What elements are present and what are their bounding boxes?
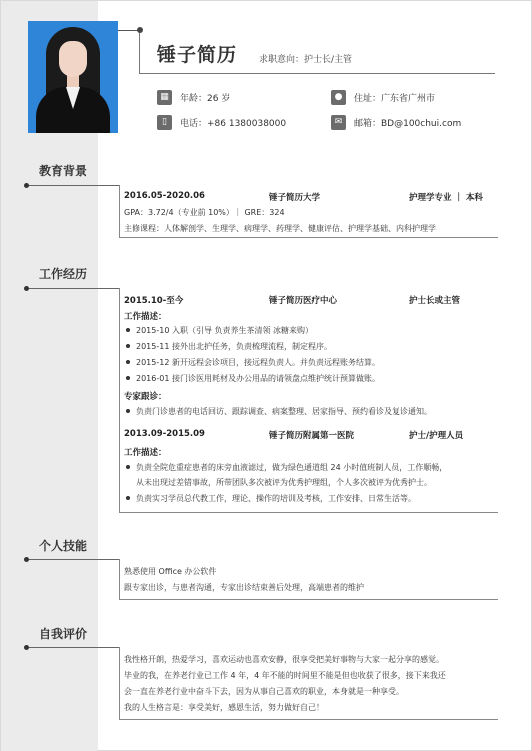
skill-line: 跟专家出诊，与患者沟通，专家出诊结束善后处理，高端患者的维护: [124, 583, 364, 592]
job-1-period: 2015.10-至今: [124, 296, 184, 306]
job-1-desc-label: 工作描述：: [124, 312, 167, 322]
self-eval-box-bottom: [119, 719, 498, 720]
work-box-line: [119, 288, 120, 512]
skill-line: 熟悉使用 Office 办公软件: [124, 567, 217, 576]
job-1-extra-label: 专家跟诊：: [124, 392, 167, 402]
education-school: 锤子简历大学: [269, 193, 321, 203]
job-2-company: 锤子简历附属第一医院: [269, 431, 355, 441]
email-text: 邮箱：BD@100chui.com: [354, 119, 462, 129]
education-box-bottom: [119, 237, 498, 238]
self-eval-line: 我性格开朗，热爱学习，喜欢运动也喜欢安静，很享受把美好事物与大家一起分享的感觉。: [124, 655, 444, 664]
job-2-item: 负责实习学员总代教工作，理论、操作的培训及考核，工作安排、日常生活等。: [136, 494, 416, 503]
work-title: 工作经历: [39, 267, 88, 281]
job-2-item: 负责全院危重症患者的床旁血液滤过，做为绿色通道组 24 小时值班制人员，工作顺畅，: [136, 463, 448, 472]
address-text: 住址：广东省广州市: [354, 94, 436, 104]
education-divider: [27, 185, 119, 186]
location-pin-icon: ●: [331, 90, 346, 105]
education-major: 护理学专业 ｜ 本科: [409, 193, 483, 203]
email-info: [331, 115, 461, 130]
job-1-company: 锤子简历医疗中心: [269, 296, 338, 306]
self-eval-line: 我的人生格言是：享受美好，感恩生活，努力做好自己！: [124, 703, 324, 712]
job-2-desc-label: 工作描述：: [124, 448, 167, 458]
skills-divider: [27, 559, 119, 560]
job-2-role: 护士/护理人员: [409, 431, 464, 441]
calendar-icon: ▦: [157, 90, 172, 105]
self-eval-box-line: [119, 647, 120, 719]
age-info: [157, 90, 230, 105]
education-title: 教育背景: [39, 164, 88, 178]
address-info: [331, 90, 435, 105]
header-divider-vertical: [139, 33, 140, 73]
profile-photo: [28, 21, 118, 133]
job-intent: 求职意向：护士长/主管: [259, 55, 353, 65]
education-gpa: GPA：3.72/4（专业前 10%）｜ GRE：324: [124, 208, 285, 217]
job-1-item: 2015-11 接外出北护任务，负责梳理流程，制定程序。: [136, 342, 332, 351]
work-divider: [27, 288, 119, 289]
job-1-role: 护士长或主管: [409, 296, 461, 306]
job-2-period: 2013.09-2015.09: [124, 429, 205, 439]
job-2-item-continued: 从未出现过差错事故，所带团队多次被评为优秀护理组，个人多次被评为优秀护士。: [136, 478, 432, 487]
self-eval-line: 会一直在养老行业中奋斗下去，因为从事自己喜欢的职业，本身就是一种享受。: [124, 687, 404, 696]
education-box-line: [119, 185, 120, 237]
skills-box-bottom: [119, 599, 498, 600]
phone-info: [157, 115, 286, 130]
job-1-item: 2015-12 新开远程会诊项目，接远程负责人。并负责远程账务结算。: [136, 358, 380, 367]
phone-icon: ▯: [157, 115, 172, 130]
education-period: 2016.05-2020.06: [124, 191, 205, 201]
self-eval-line: 毕业的我，在养老行业已工作 4 年，4 年不能的时间里不能是但也收获了很多，接下来我还: [124, 671, 446, 680]
self-eval-divider: [27, 647, 119, 648]
job-1-extra-item: 负责门诊患者的电话回访、跟踪调查、病案整理、居家指导、预约看诊及复诊通知。: [136, 407, 432, 416]
skills-box-line: [119, 559, 120, 599]
header-divider-horizontal: [139, 73, 495, 74]
self-eval-title: 自我评价: [39, 627, 88, 641]
education-courses: 主修课程：人体解剖学、生理学、病理学、药理学、健康评估、护理学基础、内科护理学: [124, 224, 436, 233]
mail-icon: ✉: [331, 115, 346, 130]
job-1-item: 2016-01 接门诊医用耗材及办公用品的请领盘点维护统计预算做账。: [136, 374, 380, 383]
job-1-item: 2015-10 入职（引导 负责养生茶清领 冰糖来购）: [136, 326, 314, 335]
age-text: 年龄：26 岁: [180, 94, 231, 104]
work-box-bottom: [119, 512, 498, 513]
header-connector: [118, 30, 140, 31]
candidate-name: 锤子简历: [157, 44, 238, 66]
phone-text: 电话：+86 1380038000: [180, 119, 287, 129]
skills-title: 个人技能: [39, 539, 88, 553]
